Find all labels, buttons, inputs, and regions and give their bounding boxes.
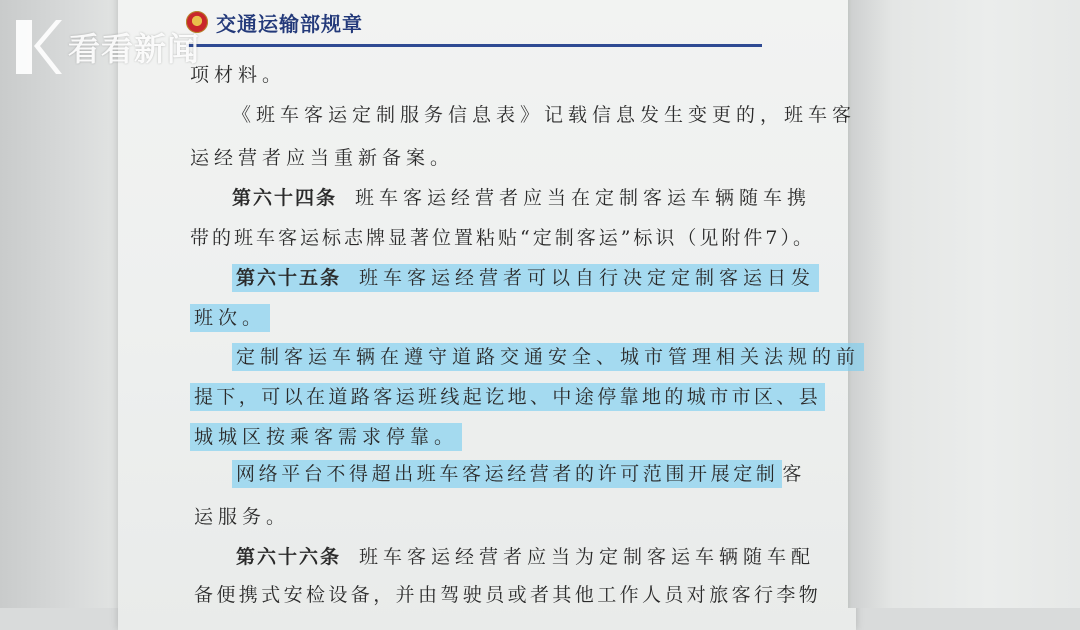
highlighted-text-line: 提下，可以在道路客运班线起讫地、中途停靠地的城市市区、县 xyxy=(194,382,825,409)
kankan-logo-icon xyxy=(10,16,62,78)
text-line: 运经营者应当重新备案。 xyxy=(190,147,455,169)
document-header xyxy=(186,4,363,40)
text-line: 运服务。 xyxy=(194,506,291,528)
highlighted-article-line: 第六十五条 班车客运经营者可以自行决定定制客运日发 xyxy=(236,263,819,290)
article-number: 第六十五条 xyxy=(236,267,342,289)
highlighted-text-line: 定制客运车辆在遵守道路交通安全、城市管理相关法规的前 xyxy=(236,342,864,369)
desk-background-right xyxy=(852,0,1080,608)
header-title: 交通运输部规章 xyxy=(216,11,363,36)
article-number: 第六十四条 xyxy=(232,187,338,209)
article-line: 第六十四条 班车客运经营者应当在定制客运车辆随车携 xyxy=(232,187,812,209)
text-line: 《班车客运定制服务信息表》记载信息发生变更的，班车客 xyxy=(232,104,857,126)
text-line: 备便携式安检设备，并由驾驶员或者其他工作人员对旅客行李物 xyxy=(194,584,822,606)
text-line: 带的班车客运标志牌显著位置粘贴“定制客运”标识（见附件7）。 xyxy=(190,227,816,249)
highlighted-text-line: 班次。 xyxy=(194,303,270,330)
watermark xyxy=(10,16,200,78)
article-number: 第六十六条 xyxy=(236,546,342,568)
header-rule xyxy=(186,44,762,47)
watermark-brand: 看看新闻 xyxy=(68,30,201,68)
highlighted-text-line: 城城区按乘客需求停靠。 xyxy=(194,422,462,449)
highlighted-text-line: 网络平台不得超出班车客运经营者的许可范围开展定制 客 xyxy=(236,459,805,486)
text-line: 项材料。 xyxy=(190,64,287,86)
desk-background-left xyxy=(0,0,120,608)
article-line: 第六十六条 班车客运经营者应当为定制客运车辆随车配 xyxy=(236,546,816,568)
